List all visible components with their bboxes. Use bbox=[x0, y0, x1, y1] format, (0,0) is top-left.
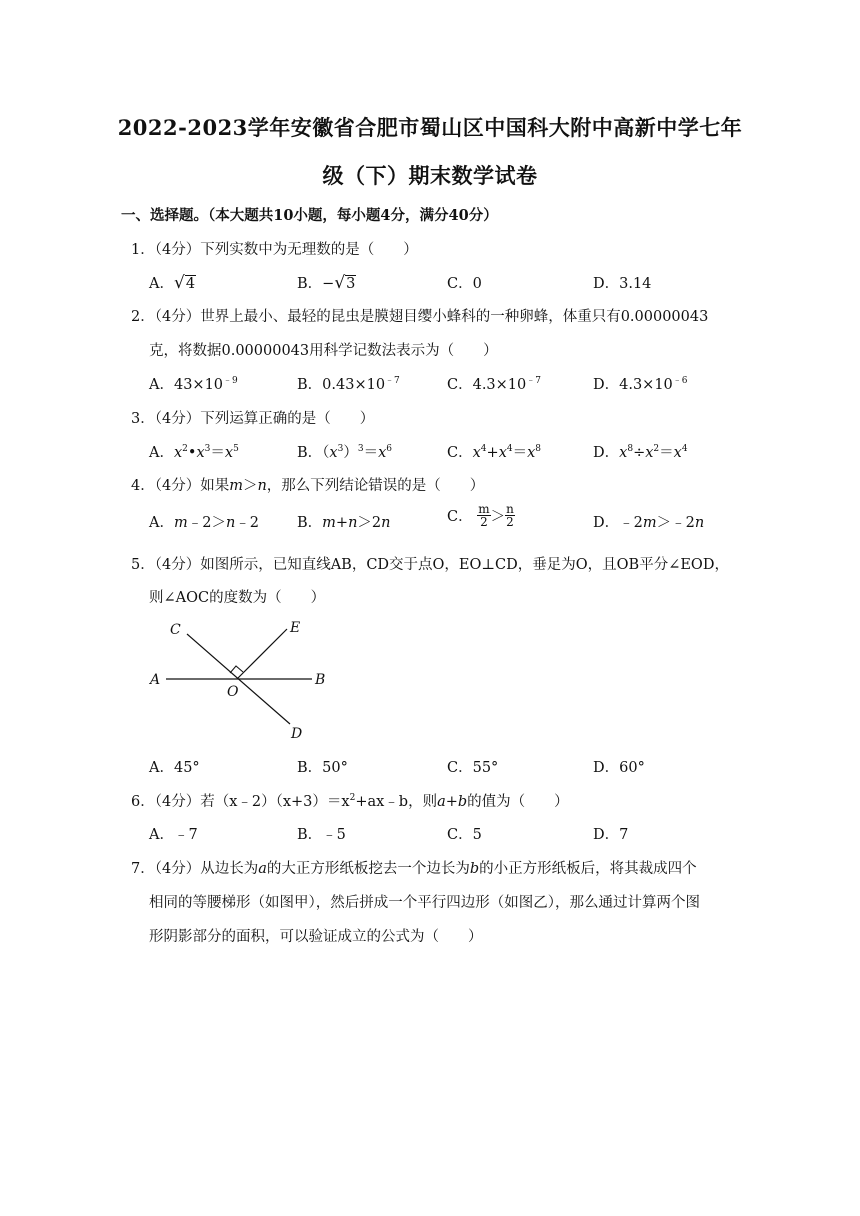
variable: m bbox=[229, 478, 243, 494]
denominator: 2 bbox=[506, 515, 514, 529]
label-a: A bbox=[150, 672, 161, 688]
exponent: 4 bbox=[480, 444, 487, 454]
label-e: E bbox=[290, 620, 301, 636]
variable: x bbox=[173, 445, 183, 461]
variable: b bbox=[469, 861, 480, 877]
question-stem-line-1 bbox=[131, 857, 697, 878]
exponent: 8 bbox=[535, 444, 542, 454]
option-d: D．3.14 bbox=[593, 276, 652, 292]
radicand: 3 bbox=[346, 276, 356, 292]
option-text: C．4.3×10 bbox=[447, 377, 527, 393]
option-c bbox=[447, 441, 541, 462]
exponent: 4 bbox=[506, 444, 513, 454]
variable: x bbox=[498, 445, 507, 461]
option-text: ﹣2＞ bbox=[187, 515, 226, 531]
question-stem bbox=[131, 474, 484, 495]
variable: n bbox=[225, 515, 236, 531]
question-stem-line-2: 克，将数据0.00000043用科学记数法表示为（ ） bbox=[149, 343, 498, 359]
option-label: A． bbox=[149, 445, 174, 461]
option-label: D．﹣2 bbox=[593, 515, 643, 531]
option-a bbox=[149, 272, 196, 293]
option-label: A． bbox=[149, 276, 174, 292]
question-stem bbox=[131, 790, 569, 811]
label-b: B bbox=[315, 672, 326, 688]
option-c: C．5 bbox=[447, 827, 482, 843]
variable: x bbox=[329, 445, 338, 461]
stem-text: +ax﹣b，则 bbox=[355, 794, 438, 810]
variable: x bbox=[472, 445, 481, 461]
variable: x bbox=[619, 445, 628, 461]
bracket: ） bbox=[343, 445, 358, 461]
option-label: C． bbox=[447, 509, 473, 525]
operator: • bbox=[187, 445, 197, 461]
stem-text: ，那么下列结论错误的是（ ） bbox=[266, 478, 485, 494]
option-label: C． bbox=[447, 445, 473, 461]
exponent: ﹣6 bbox=[672, 376, 688, 386]
question-stem: 3．（4分）下列运算正确的是（ ） bbox=[131, 411, 375, 427]
option-label: A． bbox=[149, 515, 174, 531]
variable: m bbox=[322, 515, 336, 531]
option-d: D．60° bbox=[593, 760, 645, 776]
option-label: D． bbox=[593, 445, 620, 461]
option-b: B．50° bbox=[297, 760, 348, 776]
question-stem-line-3: 形阴影部分的面积，可以验证成立的公式为（ ） bbox=[149, 929, 483, 945]
page-title-line-2: 级（下）期末数学试卷 bbox=[322, 163, 538, 188]
operator: ＝ bbox=[659, 445, 674, 461]
fraction-n-over-2 bbox=[505, 503, 515, 528]
exponent: 3 bbox=[337, 444, 344, 454]
label-c: C bbox=[170, 622, 181, 638]
variable: x bbox=[196, 445, 205, 461]
variable: x bbox=[645, 445, 654, 461]
option-text: D．4.3×10 bbox=[593, 377, 673, 393]
variable: n bbox=[257, 478, 267, 494]
stem-text: 的大正方形纸板挖去一个边长为 bbox=[266, 861, 470, 877]
exponent: 3 bbox=[204, 444, 211, 454]
minus-sign: − bbox=[322, 276, 335, 292]
operator: ÷ bbox=[633, 445, 646, 461]
page-title-line-1: 2022-2023学年安徽省合肥市蜀山区中国科大附中高新中学七年 bbox=[117, 115, 743, 140]
stem-text: 的小正方形纸板后，将其裁成四个 bbox=[479, 861, 697, 877]
stem-text: 6．（4分）若（x﹣2）（x+3）＝x bbox=[131, 794, 350, 810]
section-heading: 一、选择题。（本大题共10小题，每小题4分，满分40分） bbox=[121, 207, 498, 224]
sqrt-symbol: √ bbox=[173, 273, 185, 293]
option-a: A．45° bbox=[149, 760, 200, 776]
option-b bbox=[297, 373, 400, 394]
option-text: B．0.43×10 bbox=[297, 377, 386, 393]
option-c: C．0 bbox=[447, 276, 482, 292]
stem-text: 4．（4分）如果 bbox=[131, 478, 230, 494]
operator: ＝ bbox=[210, 445, 225, 461]
sqrt-symbol: √ bbox=[334, 273, 346, 293]
exponent: 8 bbox=[627, 444, 634, 454]
variable: n bbox=[348, 515, 358, 531]
exponent: ﹣7 bbox=[526, 376, 541, 386]
variable: a+b bbox=[437, 794, 468, 810]
label-d: D bbox=[291, 726, 303, 742]
question-stem-line-1: 2．（4分）世界上最小、最轻的昆虫是膜翅目缨小蜂科的一种卵蜂，体重只有0.00000043 bbox=[131, 309, 709, 325]
option-a bbox=[149, 511, 259, 532]
option-d bbox=[593, 511, 704, 532]
exponent: 6 bbox=[386, 444, 392, 454]
option-a bbox=[149, 441, 239, 462]
question-stem-line-2: 则∠AOC的度数为（ ） bbox=[149, 590, 326, 606]
operator: ＞ bbox=[242, 478, 258, 494]
option-label: B． bbox=[297, 276, 323, 292]
exponent: 3 bbox=[357, 444, 364, 454]
variable: x bbox=[224, 445, 234, 461]
question-stem-line-1: 5．（4分）如图所示，已知直线AB，CD交于点O，EO⊥CD，垂足为O，且OB平分∠EOD， bbox=[131, 557, 729, 573]
right-angle-mark bbox=[230, 666, 243, 673]
option-text: ＞﹣2 bbox=[656, 515, 695, 531]
variable: x bbox=[673, 445, 682, 461]
option-b bbox=[297, 511, 390, 532]
option-c: C．55° bbox=[447, 760, 499, 776]
exponent: 2 bbox=[349, 793, 356, 803]
radicand: 4 bbox=[185, 276, 196, 292]
denominator: 2 bbox=[480, 515, 488, 529]
option-b bbox=[297, 272, 356, 293]
fraction-m-over-2 bbox=[477, 503, 490, 528]
exponent: 5 bbox=[233, 444, 239, 454]
option-text: ＞2 bbox=[357, 515, 382, 531]
option-a: A．﹣7 bbox=[149, 827, 198, 843]
option-a bbox=[149, 373, 238, 394]
operator: + bbox=[335, 515, 349, 531]
option-label: B． bbox=[297, 515, 323, 531]
option-label: B．（ bbox=[297, 445, 330, 461]
stem-text: 7．（4分）从边长为 bbox=[131, 861, 259, 877]
variable: m bbox=[642, 515, 657, 531]
label-o: O bbox=[227, 684, 239, 700]
stem-text: 的值为（ ） bbox=[467, 794, 569, 810]
exponent: 2 bbox=[182, 444, 188, 454]
operator: + bbox=[486, 445, 499, 461]
option-d bbox=[593, 441, 688, 462]
numerator: m bbox=[478, 502, 490, 516]
variable: m bbox=[173, 515, 188, 531]
variable: n bbox=[694, 515, 705, 531]
question-stem: 1．（4分）下列实数中为无理数的是（ ） bbox=[131, 242, 418, 258]
operator: ＝ bbox=[363, 445, 379, 461]
exponent: 2 bbox=[653, 444, 660, 454]
exponent: ﹣9 bbox=[223, 376, 238, 386]
variable: n bbox=[381, 515, 391, 531]
variable: a bbox=[258, 861, 267, 877]
option-b bbox=[297, 441, 392, 462]
variable: x bbox=[378, 445, 387, 461]
exponent: ﹣7 bbox=[385, 376, 400, 386]
option-d bbox=[593, 373, 688, 394]
variable: x bbox=[527, 445, 536, 461]
geometry-figure bbox=[140, 612, 340, 742]
question-stem-line-2: 相同的等腰梯形（如图甲），然后拼成一个平行四边形（如图乙），那么通过计算两个图 bbox=[149, 895, 700, 911]
option-c bbox=[447, 373, 541, 394]
numerator: n bbox=[506, 502, 514, 516]
ray-oe bbox=[237, 629, 287, 679]
option-text: A．43×10 bbox=[149, 377, 224, 393]
option-text: ﹣2 bbox=[235, 515, 260, 531]
option-b: B．﹣5 bbox=[297, 827, 346, 843]
operator: ＞ bbox=[490, 509, 506, 525]
exponent: 4 bbox=[681, 444, 688, 454]
operator: ＝ bbox=[512, 445, 528, 461]
option-c bbox=[447, 503, 515, 528]
option-d: D．7 bbox=[593, 827, 629, 843]
